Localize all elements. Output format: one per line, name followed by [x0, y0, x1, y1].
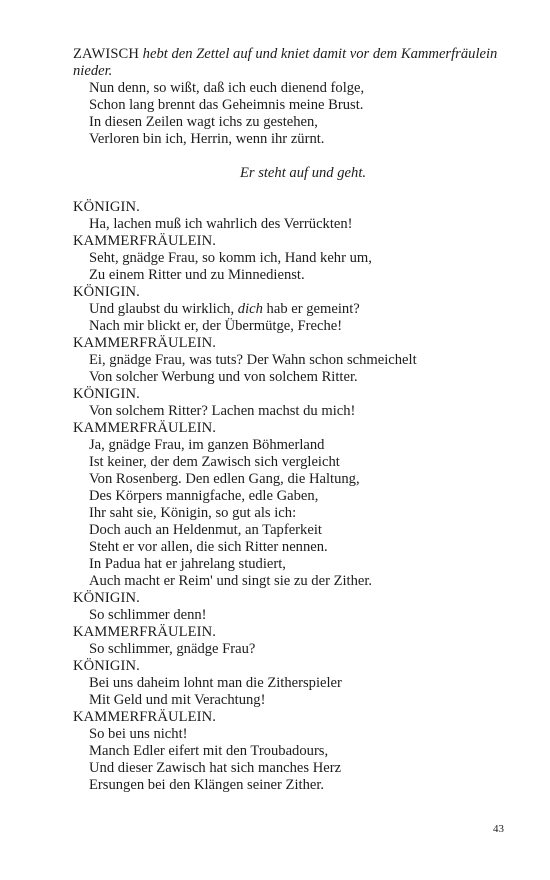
speaker-name: KÖNIGIN.	[73, 284, 140, 300]
verse-line: So schlimmer, gnädge Frau?	[89, 641, 256, 657]
speaker-name: KAMMERFRÄULEIN.	[73, 420, 216, 436]
verse-line: Ei, gnädge Frau, was tuts? Der Wahn schon schmeichelt	[89, 352, 417, 368]
verse-line: Manch Edler eifert mit den Troubadours,	[89, 743, 329, 759]
page-number: 43	[493, 823, 504, 835]
verse-line: So schlimmer denn!	[89, 607, 207, 623]
verse-line: Auch macht er Reim' und singt sie zu der Zither.	[89, 573, 373, 589]
verse-line: Bei uns daheim lohnt man die Zitherspieler	[89, 675, 342, 691]
verse-line: Von solcher Werbung und von solchem Ritter.	[89, 369, 358, 385]
verse-line: Ersungen bei den Klängen seiner Zither.	[89, 777, 325, 793]
speaker-name: KÖNIGIN.	[73, 199, 140, 215]
speaker-name: KAMMERFRÄULEIN.	[73, 624, 216, 640]
verse-line	[73, 301, 513, 318]
verse-line: Ha, lachen muß ich wahrlich des Verrückten!	[89, 216, 353, 232]
page-content	[73, 46, 513, 794]
verse-text: Und glaubst du wirklich,	[89, 301, 238, 317]
verse-text: hab er gemeint?	[262, 301, 360, 317]
verse-line: Nun denn, so wißt, daß ich euch dienend folge,	[89, 80, 365, 96]
verse-line: Und dieser Zawisch hat sich manches Herz	[89, 760, 342, 776]
speaker-name: KAMMERFRÄULEIN.	[73, 335, 216, 351]
speaker-name: KAMMERFRÄULEIN.	[73, 233, 216, 249]
verse-line: In diesen Zeilen wagt ichs zu gestehen,	[89, 114, 318, 130]
verse-line: Von Rosenberg. Den edlen Gang, die Haltung,	[89, 471, 360, 487]
verse-line: Seht, gnädge Frau, so komm ich, Hand kehr um,	[89, 250, 372, 266]
verse-line: Doch auch an Heldenmut, an Tapferkeit	[89, 522, 322, 538]
stage-direction: Er steht auf und geht.	[239, 165, 367, 181]
verse-line: Verloren bin ich, Herrin, wenn ihr zürnt.	[89, 131, 325, 147]
verse-line: Ihr saht sie, Königin, so gut als ich:	[89, 505, 297, 521]
verse-line: Nach mir blickt er, der Übermütge, Freche!	[89, 318, 343, 334]
verse-line: Des Körpers mannigfache, edle Gaben,	[89, 488, 319, 504]
verse-line: Steht er vor allen, die sich Ritter nennen.	[89, 539, 328, 555]
speaker-name: KAMMERFRÄULEIN.	[73, 709, 216, 725]
verse-line: Schon lang brennt das Geheimnis meine Brust.	[89, 97, 364, 113]
emphasized-word: dich	[237, 301, 263, 317]
opening-speaker-line	[73, 46, 513, 80]
verse-line: Ist keiner, der dem Zawisch sich vergleicht	[89, 454, 340, 470]
speaker-name: KÖNIGIN.	[73, 658, 140, 674]
verse-line: In Padua hat er jahrelang studiert,	[89, 556, 286, 572]
verse-line: Zu einem Ritter und zu Minnedienst.	[89, 267, 305, 283]
stage-direction-inline: hebt den Zettel auf und kniet damit vor dem Kammerfräulein nieder.	[73, 46, 498, 79]
verse-line: So bei uns nicht!	[89, 726, 188, 742]
verse-line: Mit Geld und mit Verachtung!	[89, 692, 266, 708]
speaker-name: ZAWISCH	[73, 46, 140, 62]
speaker-name: KÖNIGIN.	[73, 386, 140, 402]
speaker-name: KÖNIGIN.	[73, 590, 140, 606]
verse-line: Ja, gnädge Frau, im ganzen Böhmerland	[89, 437, 325, 453]
verse-line: Von solchem Ritter? Lachen machst du mich!	[89, 403, 356, 419]
